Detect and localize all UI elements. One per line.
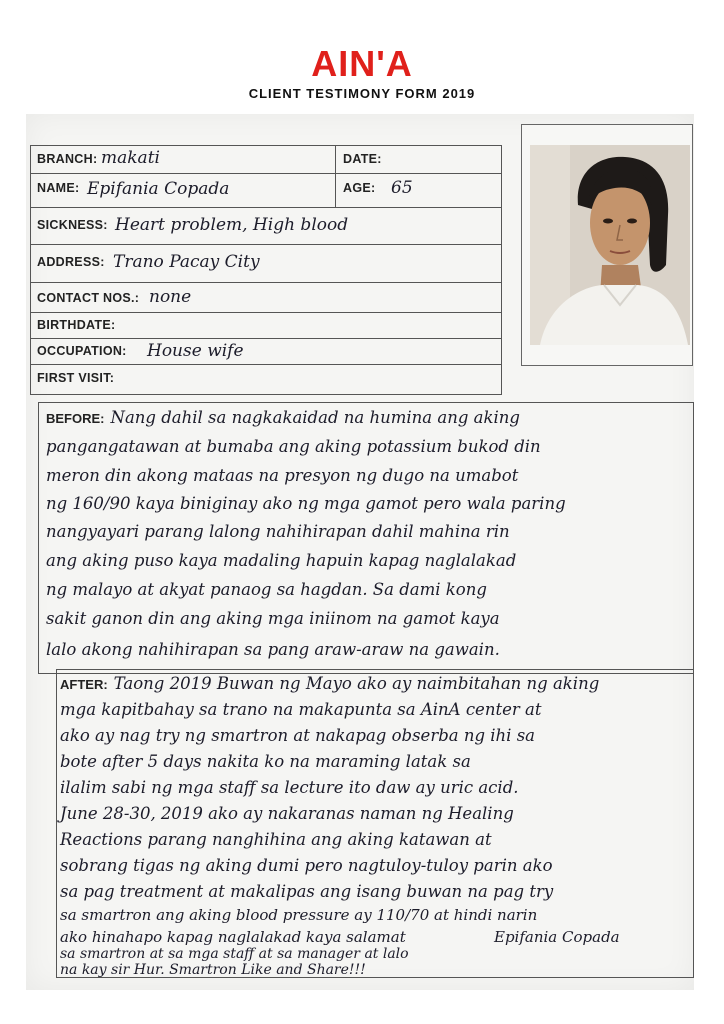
branch-value: makati xyxy=(101,148,160,168)
age-label: AGE: xyxy=(343,181,376,195)
contact-value: none xyxy=(149,287,192,307)
address-label: ADDRESS: xyxy=(37,255,105,269)
after-line: sa smartron at sa mga staff at sa manager at lalo xyxy=(60,946,409,962)
after-line: na kay sir Hur. Smartron Like and Share!!! xyxy=(60,962,366,978)
occupation-value: House wife xyxy=(147,341,244,361)
row-sickness xyxy=(31,208,501,245)
after-line: Reactions parang nanghihina ang aking katawan at xyxy=(60,830,492,849)
after-line: sa pag treatment at makalipas ang isang buwan na pag try xyxy=(60,882,554,901)
client-info-table xyxy=(30,145,502,395)
after-line: bote after 5 days nakita ko na maraming latak sa xyxy=(60,752,471,771)
before-label: BEFORE: xyxy=(46,411,105,426)
name-label: NAME: xyxy=(37,181,80,195)
before-line: ng malayo at akyat panaog sa hagdan. Sa dami kong xyxy=(46,580,487,599)
row-divider xyxy=(335,174,336,207)
row-address xyxy=(31,245,501,283)
row-contact xyxy=(31,283,501,313)
date-label: DATE: xyxy=(343,152,382,166)
before-line: ng 160/90 kaya biniginay ako ng mga gamot pero wala paring xyxy=(46,494,566,513)
after-label: AFTER: xyxy=(60,677,108,692)
contact-label: CONTACT NOS.: xyxy=(37,291,140,305)
after-line: mga kapitbahay sa trano na makapunta sa AinA center at xyxy=(60,700,542,719)
before-line: meron din akong mataas na presyon ng dugo na umabot xyxy=(46,466,519,485)
sickness-value: Heart problem, High blood xyxy=(115,215,349,235)
name-value: Epifania Copada xyxy=(87,179,230,199)
before-line: sakit ganon din ang aking mga iniinom na gamot kaya xyxy=(46,609,500,628)
before-line: lalo akong nahihirapan sa pang araw-araw na gawain. xyxy=(46,640,500,659)
aina-logo: AIN'A xyxy=(311,43,413,84)
row-birthdate xyxy=(31,313,501,339)
address-value: Trano Pacay City xyxy=(113,252,260,272)
client-photo xyxy=(530,145,690,345)
form-title: CLIENT TESTIMONY FORM 2019 xyxy=(248,86,476,101)
row-first-visit xyxy=(31,365,501,393)
before-line: nangyayari parang lalong nahihirapan dahil mahina rin xyxy=(46,522,510,541)
row-branch-date xyxy=(31,146,501,174)
after-line: ako ay nag try ng smartron at nakapag obserba ng ihi sa xyxy=(60,726,536,745)
occupation-label: OCCUPATION: xyxy=(37,344,127,358)
client-portrait-image xyxy=(530,145,690,345)
branch-label: BRANCH: xyxy=(37,152,98,166)
birthdate-label: BIRTHDATE: xyxy=(37,318,116,332)
after-line: sobrang tigas ng aking dumi pero nagtuloy-tuloy parin ako xyxy=(60,856,553,875)
first-visit-label: FIRST VISIT: xyxy=(37,371,115,385)
age-value: 65 xyxy=(391,178,413,198)
after-line: sa smartron ang aking blood pressure ay 110/70 at hindi narin xyxy=(60,906,538,924)
row-divider xyxy=(335,146,336,173)
row-name-age xyxy=(31,174,501,208)
sickness-label: SICKNESS: xyxy=(37,218,108,232)
after-line: ako hinahapo kapag naglalakad kaya salamat xyxy=(60,928,406,946)
signature: Epifania Copada xyxy=(494,928,620,946)
row-occupation xyxy=(31,339,501,365)
before-line: BEFORE: Nang dahil sa nagkakaidad na humina ang aking xyxy=(46,408,520,427)
after-line: June 28-30, 2019 ako ay nakaranas naman ng Healing xyxy=(60,804,514,823)
before-line: ang aking puso kaya madaling hapuin kapag naglalakad xyxy=(46,551,517,570)
after-line: AFTER: Taong 2019 Buwan ng Mayo ako ay naimbitahan ng aking xyxy=(60,674,600,693)
form-header xyxy=(0,43,724,101)
after-line: ilalim sabi ng mga staff sa lecture ito daw ay uric acid. xyxy=(60,778,519,797)
before-line: pangangatawan at bumaba ang aking potassium bukod din xyxy=(46,437,541,456)
